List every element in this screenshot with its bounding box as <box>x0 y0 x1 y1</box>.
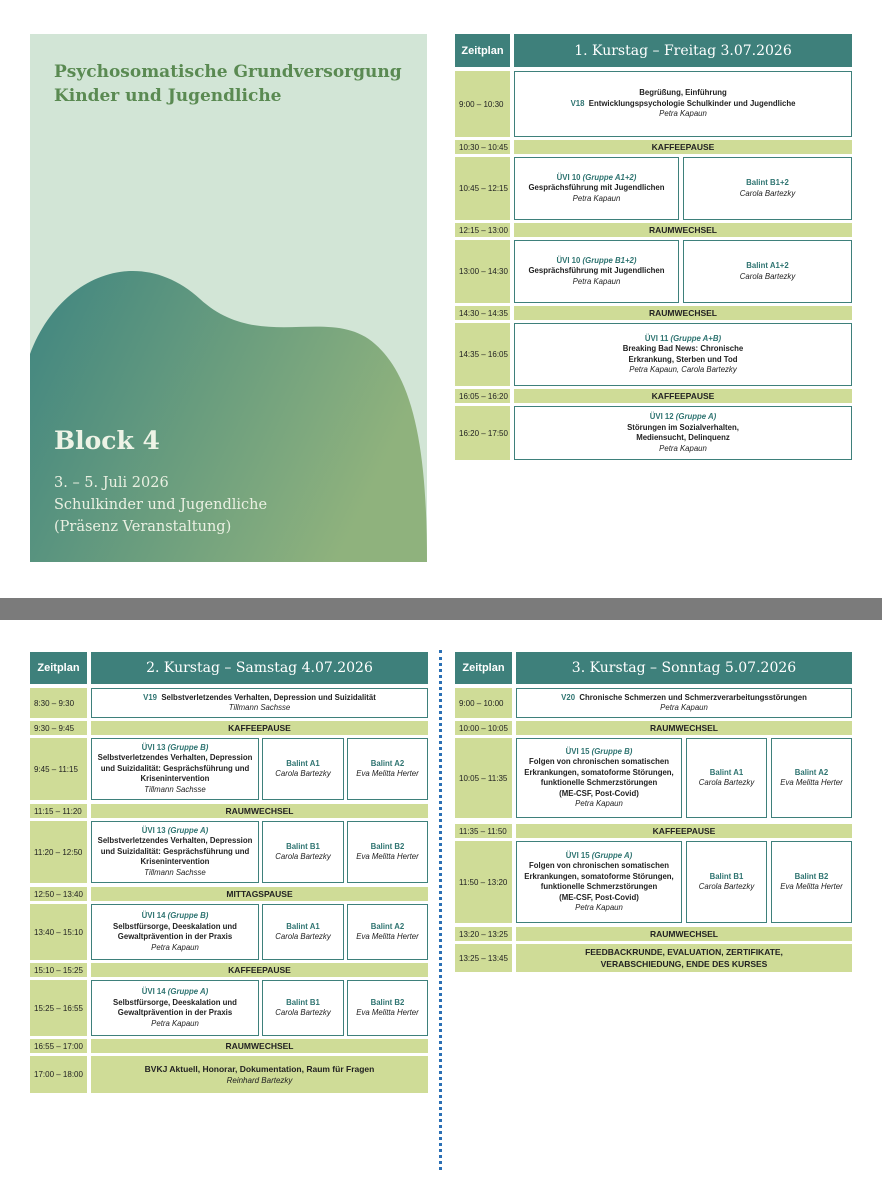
break-band: KAFFEEPAUSE <box>516 824 852 838</box>
time-slot: 9:45 – 11:15 <box>30 738 87 800</box>
session-box: ÜVI 11 (Gruppe A+B) Breaking Bad News: Chronische Erkrankung, Sterben und Tod Petra Kapaun, Carola Bartezky <box>514 323 852 386</box>
balint-box: Balint A2 Eva Melitta Herter <box>771 738 852 818</box>
time-slot: 9:30 – 9:45 <box>30 721 87 735</box>
time-slot: 16:05 – 16:20 <box>455 389 510 403</box>
session-box: ÜVI 10 (Gruppe B1+2) Gesprächsführung mit Jugendlichen Petra Kapaun <box>514 240 679 303</box>
time-slot: 11:35 – 11:50 <box>455 824 512 838</box>
page-2 <box>0 620 882 1200</box>
time-slot: 10:30 – 10:45 <box>455 140 510 154</box>
balint-box: Balint B2 Eva Melitta Herter <box>771 841 852 923</box>
time-slot: 12:15 – 13:00 <box>455 223 510 237</box>
time-slot: 15:25 – 16:55 <box>30 980 87 1036</box>
zeitplan-header: Zeitplan <box>455 34 510 67</box>
time-slot: 13:20 – 13:25 <box>455 927 512 941</box>
time-slot: 9:00 – 10:00 <box>455 688 512 718</box>
break-band: RAUMWECHSEL <box>514 306 852 320</box>
page-1 <box>0 0 882 598</box>
balint-box: Balint A2 Eva Melitta Herter <box>347 738 428 800</box>
balint-box: Balint A1+2 Carola Bartezky <box>683 240 852 303</box>
session-box: V20 Chronische Schmerzen und Schmerzverarbeitungsstörungen Petra Kapaun <box>516 688 852 718</box>
break-band: KAFFEEPAUSE <box>91 963 428 977</box>
balint-box: Balint A2 Eva Melitta Herter <box>347 904 428 960</box>
time-slot: 10:05 – 11:35 <box>455 738 512 818</box>
time-slot: 14:30 – 14:35 <box>455 306 510 320</box>
session-box: ÜVI 10 (Gruppe A1+2) Gesprächsführung mit Jugendlichen Petra Kapaun <box>514 157 679 220</box>
balint-box: Balint B2 Eva Melitta Herter <box>347 980 428 1036</box>
time-slot: 16:20 – 17:50 <box>455 406 510 460</box>
time-slot: 16:55 – 17:00 <box>30 1039 87 1053</box>
balint-box: Balint B1 Carola Bartezky <box>262 980 344 1036</box>
page-divider <box>439 650 442 1170</box>
time-slot: 11:50 – 13:20 <box>455 841 512 923</box>
day3-title: 3. Kurstag – Sonntag 5.07.2026 <box>516 652 852 684</box>
break-band: RAUMWECHSEL <box>516 721 852 735</box>
time-slot: 12:50 – 13:40 <box>30 887 87 901</box>
break-band: RAUMWECHSEL <box>91 1039 428 1053</box>
break-band: RAUMWECHSEL <box>91 804 428 818</box>
time-slot: 9:00 – 10:30 <box>455 71 510 137</box>
session-box: ÜVI 13 (Gruppe B) Selbstverletzendes Verhalten, Depression und Suizidalität: Gesprächsführung und Krisenintervention Tillmann Sachsse <box>91 738 259 800</box>
break-band: MITTAGSPAUSE <box>91 887 428 901</box>
break-band: KAFFEEPAUSE <box>91 721 428 735</box>
balint-box: Balint A1 Carola Bartezky <box>262 904 344 960</box>
session-band: BVKJ Aktuell, Honorar, Dokumentation, Raum für Fragen Reinhard Bartezky <box>91 1056 428 1093</box>
day1-title: 1. Kurstag – Freitag 3.07.2026 <box>514 34 852 67</box>
time-slot: 10:45 – 12:15 <box>455 157 510 220</box>
balint-box: Balint B2 Eva Melitta Herter <box>347 821 428 883</box>
closing-band: FEEDBACKRUNDE, EVALUATION, ZERTIFIKATE, VERABSCHIEDUNG, ENDE DES KURSES <box>516 944 852 972</box>
zeitplan-header: Zeitplan <box>30 652 87 684</box>
time-slot: 17:00 – 18:00 <box>30 1056 87 1093</box>
balint-box: Balint B1 Carola Bartezky <box>686 841 767 923</box>
cover-title: Psychosomatische Grundversorgung Kinder und Jugendliche <box>54 62 402 106</box>
day2-title: 2. Kurstag – Samstag 4.07.2026 <box>91 652 428 684</box>
time-slot: 8:30 – 9:30 <box>30 688 87 718</box>
break-band: KAFFEEPAUSE <box>514 389 852 403</box>
zeitplan-header: Zeitplan <box>455 652 512 684</box>
session-box: ÜVI 14 (Gruppe A) Selbstfürsorge, Deeskalation und Gewaltprävention in der Praxis Petra Kapaun <box>91 980 259 1036</box>
cover-panel <box>30 34 427 562</box>
cover-subtitle: 3. – 5. Juli 2026 Schulkinder und Jugendliche (Präsenz Veranstaltung) <box>54 475 268 535</box>
time-slot: 11:20 – 12:50 <box>30 821 87 883</box>
balint-box: Balint B1 Carola Bartezky <box>262 821 344 883</box>
time-slot: 13:40 – 15:10 <box>30 904 87 960</box>
session-box: ÜVI 12 (Gruppe A) Störungen im Sozialverhalten, Mediensucht, Delinquenz Petra Kapaun <box>514 406 852 460</box>
break-band: RAUMWECHSEL <box>514 223 852 237</box>
time-slot: 14:35 – 16:05 <box>455 323 510 386</box>
time-slot: 11:15 – 11:20 <box>30 804 87 818</box>
session-box: ÜVI 15 (Gruppe A) Folgen von chronischen somatischen Erkrankungen, somatoforme Störungen, funktionelle Schmerzstörungen (ME-CSF, Post-Covid) Petra Kapaun <box>516 841 682 923</box>
time-slot: 13:25 – 13:45 <box>455 944 512 972</box>
cover-block: Block 4 <box>54 426 160 455</box>
time-slot: 10:00 – 10:05 <box>455 721 512 735</box>
session-box: ÜVI 15 (Gruppe B) Folgen von chronischen somatischen Erkrankungen, somatoforme Störungen, funktionelle Schmerzstörungen (ME-CSF, Post-Covid) Petra Kapaun <box>516 738 682 818</box>
session-box: ÜVI 14 (Gruppe B) Selbstfürsorge, Deeskalation und Gewaltprävention in der Praxis Petra Kapaun <box>91 904 259 960</box>
time-slot: 15:10 – 15:25 <box>30 963 87 977</box>
session-box: V19 Selbstverletzendes Verhalten, Depression und Suizidalität Tillmann Sachsse <box>91 688 428 718</box>
time-slot: 13:00 – 14:30 <box>455 240 510 303</box>
break-band: RAUMWECHSEL <box>516 927 852 941</box>
balint-box: Balint A1 Carola Bartezky <box>262 738 344 800</box>
balint-box: Balint B1+2 Carola Bartezky <box>683 157 852 220</box>
session-box: Begrüßung, Einführung V18 Entwicklungspsychologie Schulkinder und Jugendliche Petra Kapaun <box>514 71 852 137</box>
balint-box: Balint A1 Carola Bartezky <box>686 738 767 818</box>
session-box: ÜVI 13 (Gruppe A) Selbstverletzendes Verhalten, Depression und Suizidalität: Gesprächsführung und Krisenintervention Tillmann Sachsse <box>91 821 259 883</box>
break-band: KAFFEEPAUSE <box>514 140 852 154</box>
